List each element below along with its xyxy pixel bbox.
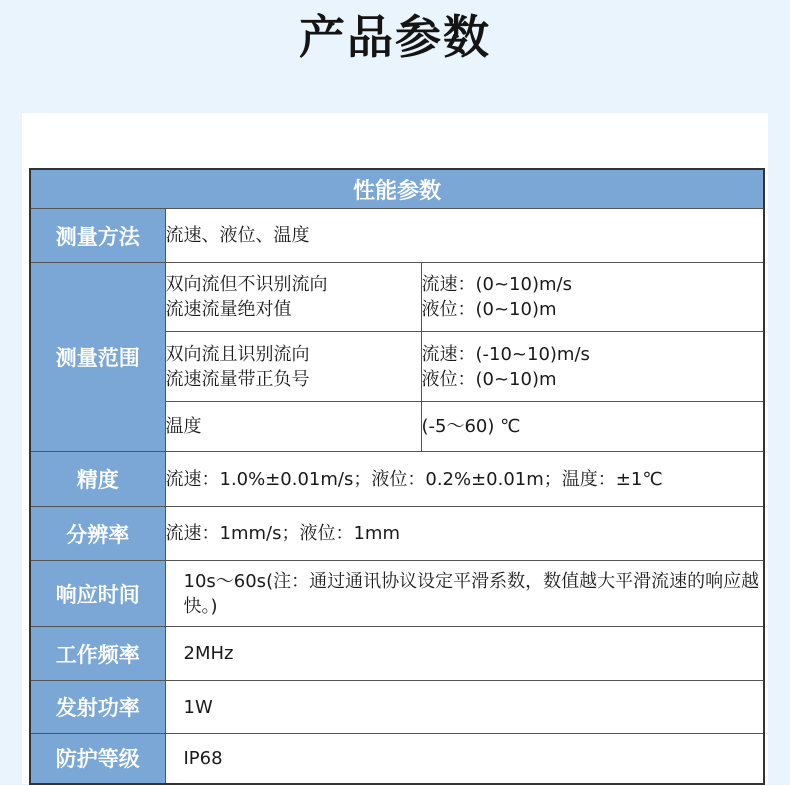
range-value-3-line-1: (-5～60) ℃ [421, 416, 521, 437]
range-condition-2-line-1: 双向流且识别流向 [165, 343, 310, 365]
range-value-1-line-1: 流速：(0~10)m/s [421, 274, 572, 295]
range-condition-1-line-1: 双向流但不识别流向 [165, 274, 328, 295]
range-value-1-line-2: 液位：(0~10)m [421, 299, 557, 320]
label-operating-frequency: 工作频率 [30, 627, 165, 681]
row-protection-level [30, 734, 764, 784]
table-header-row [30, 169, 764, 209]
range-value-2-line-2: 液位：(0~10)m [421, 368, 557, 390]
value-response-time: 10s～60s(注：通过通讯协议设定平滑系数，数值越大平滑流速的响应越快。) [165, 561, 764, 627]
range-condition-2 [165, 332, 421, 402]
label-measurement-range: 测量范围 [30, 263, 165, 452]
row-response-time [30, 561, 764, 627]
range-value-3 [421, 402, 764, 452]
range-condition-3-line-1: 温度 [165, 416, 202, 437]
range-value-1 [421, 263, 764, 332]
value-operating-frequency: 2MHz [165, 627, 764, 681]
value-transmit-power: 1W [165, 681, 764, 734]
range-condition-2-line-2: 流速流量带正负号 [165, 368, 310, 390]
row-accuracy [30, 452, 764, 507]
table-header: 性能参数 [30, 169, 764, 209]
value-protection-level: IP68 [165, 734, 764, 784]
row-measurement-method [30, 209, 764, 263]
value-accuracy: 流速：1.0%±0.01m/s；液位：0.2%±0.01m；温度：±1℃ [165, 452, 764, 507]
spec-table [29, 168, 765, 785]
range-condition-1-line-2: 流速流量绝对值 [165, 299, 292, 320]
page-title: 产品参数 [299, 10, 491, 64]
label-resolution: 分辨率 [30, 507, 165, 561]
label-protection-level: 防护等级 [30, 734, 165, 784]
range-value-2 [421, 332, 764, 402]
row-transmit-power [30, 681, 764, 734]
range-condition-1 [165, 263, 421, 332]
label-transmit-power: 发射功率 [30, 681, 165, 734]
label-accuracy: 精度 [30, 452, 165, 507]
label-measurement-method: 测量方法 [30, 209, 165, 263]
row-operating-frequency [30, 627, 764, 681]
range-condition-3 [165, 402, 421, 452]
value-measurement-method: 流速、液位、温度 [165, 209, 764, 263]
value-resolution: 流速：1mm/s；液位：1mm [165, 507, 764, 561]
row-resolution [30, 507, 764, 561]
range-value-2-line-1: 流速：(-10~10)m/s [421, 343, 590, 365]
label-response-time: 响应时间 [30, 561, 165, 627]
row-range-1 [30, 263, 764, 332]
